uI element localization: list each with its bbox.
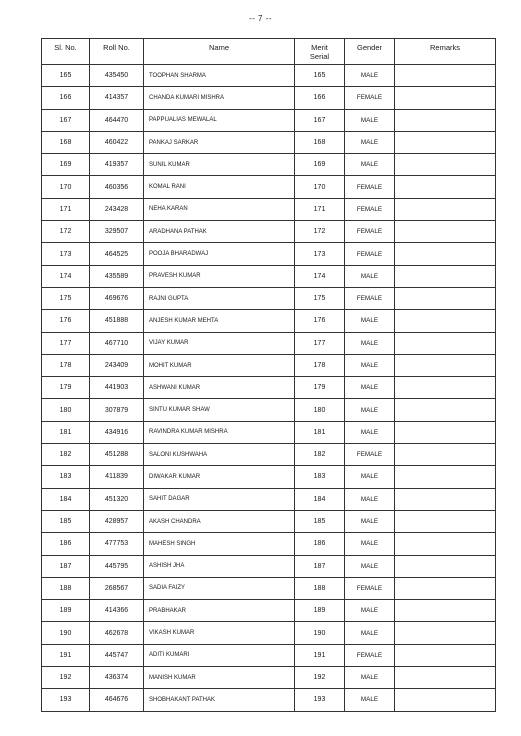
cell-merit-serial: 192 <box>295 667 345 689</box>
table-row <box>42 510 496 532</box>
cell-roll-no: 434916 <box>90 421 144 443</box>
cell-roll-no: 477753 <box>90 533 144 555</box>
cell-merit-serial: 171 <box>295 198 345 220</box>
header-sl-no: Sl. No. <box>42 39 90 65</box>
cell-name: SINTU KUMAR SHAW <box>144 399 295 421</box>
cell-merit-serial: 184 <box>295 488 345 510</box>
table-row <box>42 488 496 510</box>
cell-gender: MALE <box>345 332 395 354</box>
cell-remarks <box>395 600 496 622</box>
cell-name: PAPPUALIAS MEWALAL <box>144 109 295 131</box>
cell-merit-serial: 191 <box>295 644 345 666</box>
cell-gender: FEMALE <box>345 176 395 198</box>
cell-gender: MALE <box>345 377 395 399</box>
cell-remarks <box>395 243 496 265</box>
table-row <box>42 421 496 443</box>
cell-remarks <box>395 332 496 354</box>
cell-merit-serial: 165 <box>295 65 345 87</box>
cell-name: MANISH KUMAR <box>144 667 295 689</box>
cell-remarks <box>395 287 496 309</box>
cell-remarks <box>395 421 496 443</box>
cell-remarks <box>395 466 496 488</box>
cell-gender: FEMALE <box>345 287 395 309</box>
cell-roll-no: 451320 <box>90 488 144 510</box>
table-row <box>42 600 496 622</box>
cell-gender: MALE <box>345 399 395 421</box>
cell-sl-no: 167 <box>42 109 90 131</box>
cell-merit-serial: 172 <box>295 221 345 243</box>
cell-name: SHOBHAKANT PATHAK <box>144 689 295 711</box>
cell-name: PANKAJ SARKAR <box>144 131 295 153</box>
table-row <box>42 644 496 666</box>
cell-name: SALONI KUSHWAHA <box>144 444 295 466</box>
cell-sl-no: 165 <box>42 65 90 87</box>
cell-roll-no: 268567 <box>90 577 144 599</box>
cell-name: VIJAY KUMAR <box>144 332 295 354</box>
cell-gender: FEMALE <box>345 198 395 220</box>
cell-name: POOJA BHARADWAJ <box>144 243 295 265</box>
cell-roll-no: 445795 <box>90 555 144 577</box>
cell-merit-serial: 173 <box>295 243 345 265</box>
cell-gender: MALE <box>345 131 395 153</box>
cell-gender: MALE <box>345 109 395 131</box>
cell-name: MAHESH SINGH <box>144 533 295 555</box>
table-row <box>42 87 496 109</box>
cell-remarks <box>395 689 496 711</box>
cell-merit-serial: 182 <box>295 444 345 466</box>
cell-remarks <box>395 87 496 109</box>
cell-gender: MALE <box>345 265 395 287</box>
header-row <box>42 39 496 65</box>
cell-roll-no: 411839 <box>90 466 144 488</box>
cell-sl-no: 192 <box>42 667 90 689</box>
cell-merit-serial: 189 <box>295 600 345 622</box>
header-remarks: Remarks <box>395 39 496 65</box>
table-row <box>42 667 496 689</box>
cell-sl-no: 170 <box>42 176 90 198</box>
table-row <box>42 221 496 243</box>
cell-roll-no: 307879 <box>90 399 144 421</box>
cell-remarks <box>395 667 496 689</box>
cell-gender: FEMALE <box>345 221 395 243</box>
cell-sl-no: 190 <box>42 622 90 644</box>
cell-roll-no: 451288 <box>90 444 144 466</box>
table-row <box>42 198 496 220</box>
table-row <box>42 109 496 131</box>
cell-remarks <box>395 444 496 466</box>
cell-merit-serial: 193 <box>295 689 345 711</box>
cell-gender: MALE <box>345 154 395 176</box>
table-row <box>42 176 496 198</box>
cell-name: MOHIT KUMAR <box>144 354 295 376</box>
cell-gender: FEMALE <box>345 243 395 265</box>
cell-remarks <box>395 131 496 153</box>
table-row <box>42 265 496 287</box>
cell-merit-serial: 186 <box>295 533 345 555</box>
cell-merit-serial: 175 <box>295 287 345 309</box>
table-row <box>42 444 496 466</box>
cell-merit-serial: 190 <box>295 622 345 644</box>
cell-name: ASHWANI KUMAR <box>144 377 295 399</box>
cell-merit-serial: 178 <box>295 354 345 376</box>
cell-remarks <box>395 65 496 87</box>
cell-gender: MALE <box>345 667 395 689</box>
cell-roll-no: 464470 <box>90 109 144 131</box>
cell-remarks <box>395 198 496 220</box>
cell-merit-serial: 179 <box>295 377 345 399</box>
cell-roll-no: 436374 <box>90 667 144 689</box>
cell-sl-no: 180 <box>42 399 90 421</box>
cell-sl-no: 193 <box>42 689 90 711</box>
cell-gender: MALE <box>345 488 395 510</box>
cell-name: RAVINDRA KUMAR MISHRA <box>144 421 295 443</box>
cell-remarks <box>395 399 496 421</box>
table-row <box>42 131 496 153</box>
table-row <box>42 377 496 399</box>
cell-sl-no: 185 <box>42 510 90 532</box>
table-row <box>42 287 496 309</box>
cell-name: KOMAL RANI <box>144 176 295 198</box>
cell-remarks <box>395 377 496 399</box>
cell-sl-no: 173 <box>42 243 90 265</box>
cell-merit-serial: 176 <box>295 310 345 332</box>
cell-remarks <box>395 154 496 176</box>
header-merit-serial <box>295 39 345 65</box>
cell-sl-no: 179 <box>42 377 90 399</box>
cell-gender: FEMALE <box>345 644 395 666</box>
cell-remarks <box>395 555 496 577</box>
cell-name: PRABHAKAR <box>144 600 295 622</box>
cell-sl-no: 182 <box>42 444 90 466</box>
cell-roll-no: 441903 <box>90 377 144 399</box>
cell-name: NEHA KARAN <box>144 198 295 220</box>
cell-remarks <box>395 644 496 666</box>
cell-merit-serial: 167 <box>295 109 345 131</box>
cell-sl-no: 175 <box>42 287 90 309</box>
cell-merit-serial: 181 <box>295 421 345 443</box>
cell-gender: MALE <box>345 466 395 488</box>
cell-gender: MALE <box>345 622 395 644</box>
cell-merit-serial: 168 <box>295 131 345 153</box>
header-name: Name <box>144 39 295 65</box>
cell-name: PRAVESH KUMAR <box>144 265 295 287</box>
cell-gender: MALE <box>345 533 395 555</box>
cell-merit-serial: 180 <box>295 399 345 421</box>
cell-roll-no: 414366 <box>90 600 144 622</box>
cell-remarks <box>395 533 496 555</box>
cell-remarks <box>395 310 496 332</box>
table-row <box>42 332 496 354</box>
cell-roll-no: 464525 <box>90 243 144 265</box>
cell-sl-no: 187 <box>42 555 90 577</box>
cell-remarks <box>395 488 496 510</box>
cell-gender: MALE <box>345 310 395 332</box>
cell-name: SADIA FAIZY <box>144 577 295 599</box>
cell-roll-no: 460422 <box>90 131 144 153</box>
page-number: -- 7 -- <box>248 14 273 23</box>
cell-merit-serial: 187 <box>295 555 345 577</box>
cell-remarks <box>395 109 496 131</box>
cell-roll-no: 428957 <box>90 510 144 532</box>
cell-roll-no: 460356 <box>90 176 144 198</box>
cell-name: ARADHANA PATHAK <box>144 221 295 243</box>
cell-roll-no: 243428 <box>90 198 144 220</box>
cell-sl-no: 171 <box>42 198 90 220</box>
cell-gender: FEMALE <box>345 577 395 599</box>
cell-name: TOOPHAN SHARMA <box>144 65 295 87</box>
cell-gender: FEMALE <box>345 87 395 109</box>
cell-name: AKASH CHANDRA <box>144 510 295 532</box>
cell-merit-serial: 183 <box>295 466 345 488</box>
cell-name: RAJNI GUPTA <box>144 287 295 309</box>
cell-gender: MALE <box>345 600 395 622</box>
cell-sl-no: 184 <box>42 488 90 510</box>
cell-sl-no: 176 <box>42 310 90 332</box>
table-row <box>42 689 496 711</box>
cell-roll-no: 467710 <box>90 332 144 354</box>
cell-roll-no: 435589 <box>90 265 144 287</box>
cell-remarks <box>395 510 496 532</box>
cell-name: CHANDA KUMARI MISHRA <box>144 87 295 109</box>
cell-sl-no: 169 <box>42 154 90 176</box>
cell-sl-no: 183 <box>42 466 90 488</box>
cell-sl-no: 188 <box>42 577 90 599</box>
cell-sl-no: 172 <box>42 221 90 243</box>
cell-name: DIWAKAR KUMAR <box>144 466 295 488</box>
cell-gender: MALE <box>345 65 395 87</box>
cell-gender: MALE <box>345 689 395 711</box>
table-row <box>42 310 496 332</box>
cell-gender: MALE <box>345 421 395 443</box>
table-row <box>42 243 496 265</box>
cell-remarks <box>395 577 496 599</box>
cell-roll-no: 445747 <box>90 644 144 666</box>
table-row <box>42 533 496 555</box>
merit-list-table <box>41 38 496 712</box>
cell-sl-no: 166 <box>42 87 90 109</box>
cell-sl-no: 191 <box>42 644 90 666</box>
table-row <box>42 555 496 577</box>
cell-name: ASHISH JHA <box>144 555 295 577</box>
cell-remarks <box>395 221 496 243</box>
cell-merit-serial: 177 <box>295 332 345 354</box>
cell-roll-no: 464676 <box>90 689 144 711</box>
cell-merit-serial: 185 <box>295 510 345 532</box>
cell-roll-no: 329507 <box>90 221 144 243</box>
table-row <box>42 622 496 644</box>
cell-roll-no: 462678 <box>90 622 144 644</box>
cell-roll-no: 414357 <box>90 87 144 109</box>
table-body <box>42 65 496 712</box>
table-row <box>42 399 496 421</box>
cell-sl-no: 168 <box>42 131 90 153</box>
cell-roll-no: 451888 <box>90 310 144 332</box>
cell-roll-no: 419357 <box>90 154 144 176</box>
cell-merit-serial: 166 <box>295 87 345 109</box>
cell-remarks <box>395 622 496 644</box>
header-merit-serial-line1: Merit <box>311 43 328 52</box>
cell-remarks <box>395 265 496 287</box>
cell-remarks <box>395 354 496 376</box>
cell-sl-no: 178 <box>42 354 90 376</box>
cell-name: ANJESH KUMAR MEHTA <box>144 310 295 332</box>
cell-roll-no: 469676 <box>90 287 144 309</box>
header-roll-no: Roll No. <box>90 39 144 65</box>
cell-merit-serial: 174 <box>295 265 345 287</box>
cell-sl-no: 186 <box>42 533 90 555</box>
header-merit-serial-line2: Serial <box>309 52 330 61</box>
cell-gender: MALE <box>345 510 395 532</box>
cell-name: SUNIL KUMAR <box>144 154 295 176</box>
table-row <box>42 65 496 87</box>
cell-remarks <box>395 176 496 198</box>
cell-sl-no: 174 <box>42 265 90 287</box>
cell-merit-serial: 188 <box>295 577 345 599</box>
table-row <box>42 466 496 488</box>
cell-name: SAHIT DAGAR <box>144 488 295 510</box>
cell-sl-no: 177 <box>42 332 90 354</box>
cell-name: ADITI KUMARI <box>144 644 295 666</box>
table-row <box>42 577 496 599</box>
cell-gender: MALE <box>345 555 395 577</box>
cell-sl-no: 189 <box>42 600 90 622</box>
cell-gender: FEMALE <box>345 444 395 466</box>
cell-merit-serial: 170 <box>295 176 345 198</box>
cell-sl-no: 181 <box>42 421 90 443</box>
cell-merit-serial: 169 <box>295 154 345 176</box>
table-row <box>42 354 496 376</box>
cell-roll-no: 435450 <box>90 65 144 87</box>
cell-name: VIKASH KUMAR <box>144 622 295 644</box>
table-row <box>42 154 496 176</box>
cell-roll-no: 243409 <box>90 354 144 376</box>
header-gender: Gender <box>345 39 395 65</box>
cell-gender: MALE <box>345 354 395 376</box>
